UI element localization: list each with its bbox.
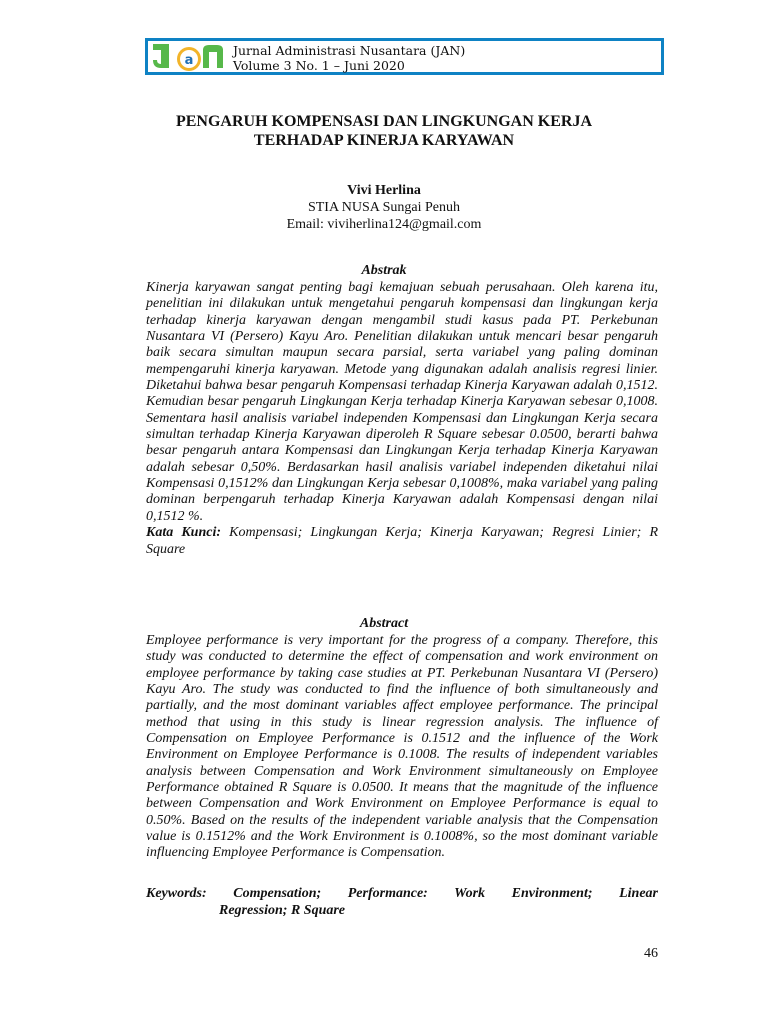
journal-logo [151, 42, 229, 72]
kata-kunci-text: Kompensasi; Lingkungan Kerja; Kinerja Karyawan; Regresi Linier; R Square [146, 525, 659, 557]
abstract-body: Employee performance is very important for the progress of a company. Therefore, this study was conducted to determine the effect of compensation and work environment on employee performance by taking case studies at PT. Perkebunan Nusantara VI (Persero) Kayu Aro. The study was conducted to find the influence of both simultaneously and partially, and the most dominant variables affect employee performance. The principal method that using in this study is linear regression analysis. The influence of Compensation on Employee Performance is 0.1512 and the influence of the Work Environment on Employee Performance is 0.1008. The results of independent variables analysis between Compensation and Work Environment simultaneously on Employee Performance obtained R Square is 0.0500. It means that the magnitude of the influence between Compensation and Work Environment on Employee Performance is equal to 0.50%. Based on the results of the independent variable analysis that the Compensation value is 0.1512% and the Work Environment is 0.1008%, so the most dominant variable influencing Employee Performance is Compensation. [146, 633, 658, 861]
author-block [0, 182, 768, 233]
kata-kunci-label: Kata Kunci: [146, 525, 222, 541]
svg-text:a: a [184, 53, 194, 68]
keywords-block [146, 885, 658, 919]
author-email: Email: viviherlina124@gmail.com [286, 217, 482, 232]
keywords-line-2: Regression; R Square [219, 903, 346, 918]
journal-name: Jurnal Administrasi Nusantara (JAN) [233, 43, 466, 58]
abstract-heading: Abstract [359, 616, 409, 631]
journal-header [145, 38, 664, 75]
author-name: Vivi Herlina [347, 183, 421, 198]
author-affiliation: STIA NUSA Sungai Penuh [307, 200, 461, 215]
title-line-2: TERHADAP KINERJA KARYAWAN [253, 132, 515, 149]
journal-info [233, 43, 465, 73]
title-line-1: PENGARUH KOMPENSASI DAN LINGKUNGAN KERJA [175, 113, 593, 130]
abstrak-body [146, 280, 658, 558]
abstrak-text: Kinerja karyawan sangat penting bagi kemajuan sebuah perusahaan. Oleh karena itu, penelitian ini dilakukan untuk mengetahui pengaruh kompensasi dan lingkungan kerja terhadap kinerja karyawan dengan mengambil studi kasus pada PT. Perkebunan Nusantara VI (Persero) Kayu Aro. Penelitian dilakukan untuk mencari besar pengaruh baik secara simultan maupun secara parsial, serta variabel yang paling dominan mempengaruhi kinerja karyawan. Metode yang digunakan adalah analisis regresi linier. Diketahui bahwa besar pengaruh Kompensasi terhadap Kinerja Karyawan adalah 0,1512. Kemudian besar pengaruh Lingkungan Kerja terhadap Kinerja Karyawan sebesar 0,1008. Sementara hasil analisis variabel independen Kompensasi dan Lingkungan Kerja secara simultan terhadap Kinerja Karyawan diperoleh R Square sebesar 0.0500, berarti bahwa besar pengaruh antara Kompensasi dan Lingkungan Kerja terhadap Kinerja Karyawan adalah sebesar 0,50%. Berdasarkan hasil analisis variabel independen diketahui nilai Kompensasi 0,1512% dan Lingkungan Kerja sebesar 0,1008%, maka variabel yang paling dominan berpengaruh terhadap Kinerja Karyawan adalah Kompensasi dengan nilai 0,1512 %. [146, 280, 658, 524]
page-number: 46 [644, 946, 658, 961]
paper-title [0, 112, 768, 150]
abstrak-heading: Abstrak [361, 263, 407, 278]
journal-volume: Volume 3 No. 1 – Juni 2020 [233, 58, 405, 73]
keywords-line-1: Keywords: Compensation; Performance: Work Environment; Linear [146, 886, 658, 901]
